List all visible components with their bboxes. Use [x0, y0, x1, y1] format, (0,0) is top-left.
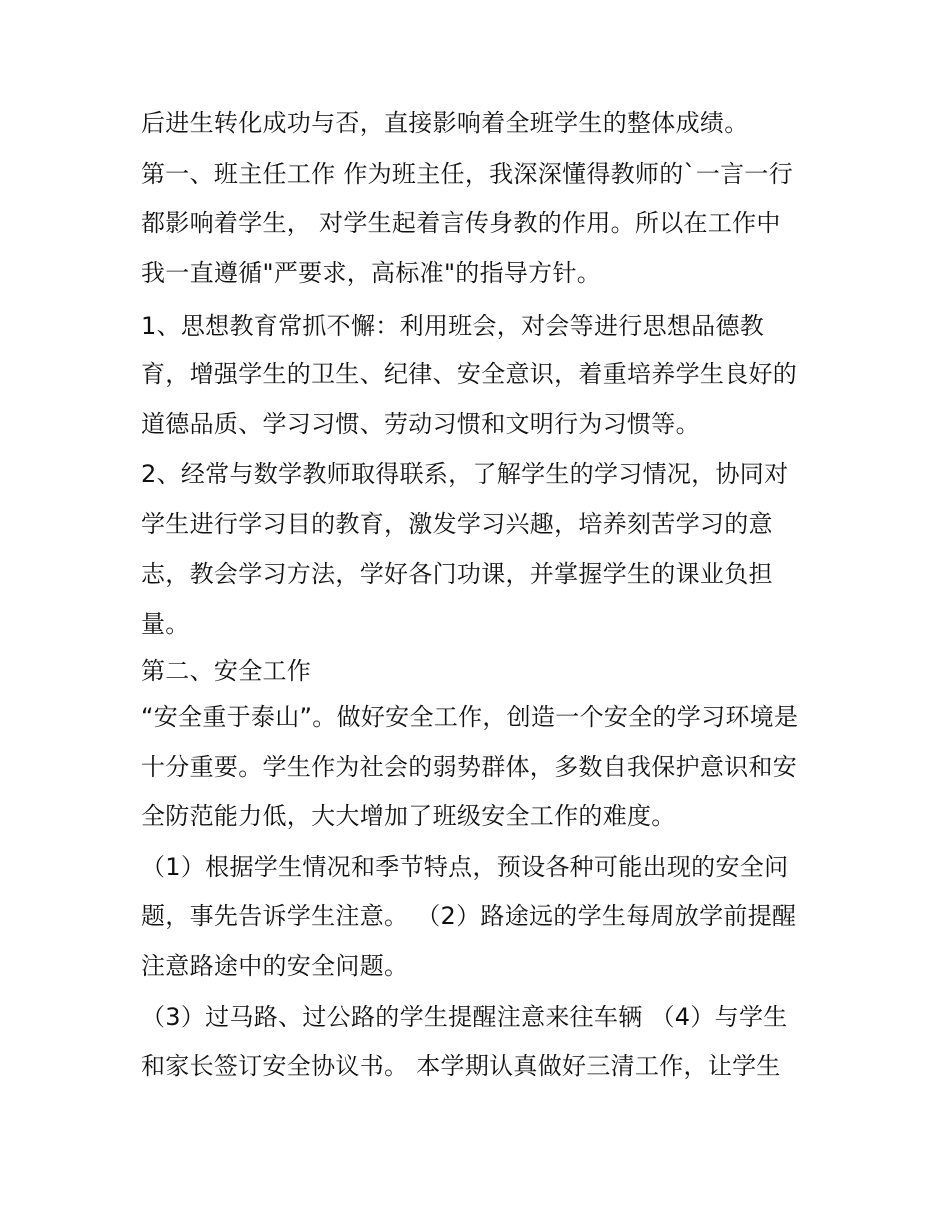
text-line: 全防范能力低，大大增加了班级安全工作的难度。	[141, 802, 676, 830]
text-line: 1、思想教育常抓不懈：利用班会，对会等进行思想品德教	[141, 312, 765, 340]
text-line: 我一直遵循"严要求，高标准"的指导方针。	[141, 259, 602, 287]
text-line: 道德品质、学习习惯、劳动习惯和文明行为习惯等。	[141, 410, 700, 438]
text-line: “安全重于泰山”。做好安全工作，创造一个安全的学习环境是	[141, 703, 799, 731]
text-line: 都影响着学生， 对学生起着言传身教的作用。所以在工作中	[141, 209, 781, 237]
text-line: 育，增强学生的卫生、纪律、安全意识，着重培养学生良好的	[141, 360, 798, 388]
text-line: 志，教会学习方法，学好各门功课，并掌握学生的课业负担	[141, 560, 773, 588]
text-line: （3）过马路、过公路的学生提醒注意来往车辆 （4）与学生	[141, 1003, 788, 1031]
document-body	[141, 110, 821, 1079]
text-line: 注意路途中的安全问题。	[141, 952, 409, 980]
text-line: （1）根据学生情况和季节特点，预设各种可能出现的安全问	[141, 853, 789, 881]
text-line: 量。	[141, 610, 190, 638]
text-line: 题，事先告诉学生注意。 （2）路途远的学生每周放学前提醒	[141, 902, 797, 930]
text-line: 后进生转化成功与否，直接影响着全班学生的整体成绩。	[141, 109, 749, 137]
text-line: 第一、班主任工作 作为班主任，我深深懂得教师的`一言一行	[141, 160, 794, 188]
text-line: 和家长签订安全协议书。 本学期认真做好三清工作，让学生	[141, 1052, 781, 1080]
section-heading: 第二、安全工作	[141, 657, 312, 685]
text-line: 十分重要。学生作为社会的弱势群体，多数自我保护意识和安	[141, 753, 798, 781]
text-line: 学生进行学习目的教育，激发学习兴趣，培养刻苦学习的意	[141, 510, 773, 538]
text-line: 2、经常与数学教师取得联系，了解学生的学习情况，协同对	[141, 460, 789, 488]
